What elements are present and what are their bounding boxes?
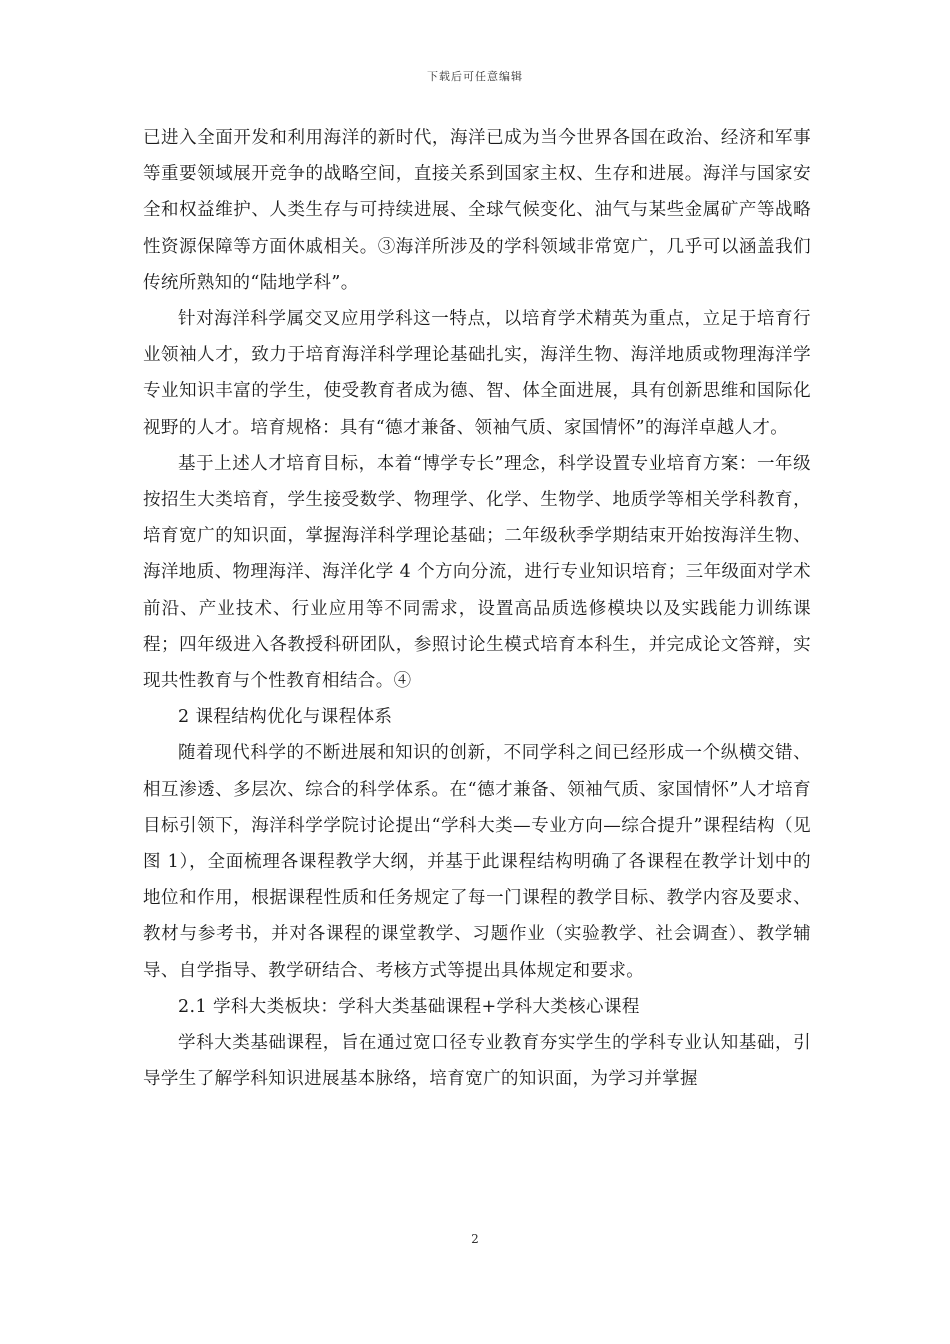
paragraph-training-goals: 针对海洋科学属交叉应用学科这一特点，以培育学术精英为重点，立足于培育行业领袖人才，致力于培育海洋科学理论基础扎实，海洋生物、海洋地质或物理海洋学专业知识丰富的学生，使受教育者成为德、智、体全面进展，具有创新思维和国际化视野的人才。培育规格：具有“德才兼备、领袖气质、家国情怀”的海洋卓越人才。	[143, 309, 811, 438]
section-heading-curriculum: 2 课程结构优化与课程体系	[178, 707, 393, 728]
page-header: 下载后可任意编辑	[427, 70, 523, 83]
paragraph-training-plan: 基于上述人才培育目标，本着“博学专长”理念，科学设置专业培育方案：一年级按招生大类培育，学生接受数学、物理学、化学、生物学、地质学等相关学科教育，培育宽广的知识面，掌握海洋科学理论基础；二年级秋季学期结束开始按海洋生物、海洋地质、物理海洋、海洋化学 4 个方向分流，进行专业知识培育；三年级面对学术前沿、产业技术、行业应用等不同需求，设置高品质选修模块以及实践能力训练课程；四年级进入各教授科研团队，参照讨论生模式培育本科生，并完成论文答辩，实现共性教育与个性教育相结合。④	[143, 453, 811, 692]
subsection-heading-discipline: 2.1 学科大类板块：学科大类基础课程+学科大类核心课程	[178, 996, 640, 1017]
paragraph-continuation: 已进入全面开发和利用海洋的新时代，海洋已成为当今世界各国在政治、经济和军事等重要领域展开竞争的战略空间，直接关系到国家主权、生存和进展。海洋与国家安全和权益维护、人类生存与可持续进展、全球气候变化、油气与某些金属矿产等战略性资源保障等方面休戚相关。③海洋所涉及的学科领域非常宽广，几乎可以涵盖我们传统所熟知的“陆地学科”。	[143, 128, 811, 293]
paragraph-discipline-courses: 学科大类基础课程，旨在通过宽口径专业教育夯实学生的学科专业认知基础，引导学生了解学科知识进展基本脉络，培育宽广的知识面，为学习并掌握	[143, 1033, 811, 1090]
page-number: 2	[471, 1232, 479, 1246]
document-body	[143, 120, 811, 1097]
paragraph-curriculum-structure: 随着现代科学的不断进展和知识的创新，不同学科之间已经形成一个纵横交错、相互渗透、多层次、综合的科学体系。在“德才兼备、领袖气质、家国情怀”人才培育目标引领下，海洋科学学院讨论提出“学科大类—专业方向—综合提升”课程结构（见图 1），全面梳理各课程教学大纲，并基于此课程结构明确了各课程在教学计划中的地位和作用，根据课程性质和任务规定了每一门课程的教学目标、教学内容及要求、教材与参考书，并对各课程的课堂教学、习题作业（实验教学、社会调查）、教学辅导、自学指导、教学研结合、考核方式等提出具体规定和要求。	[143, 743, 811, 981]
